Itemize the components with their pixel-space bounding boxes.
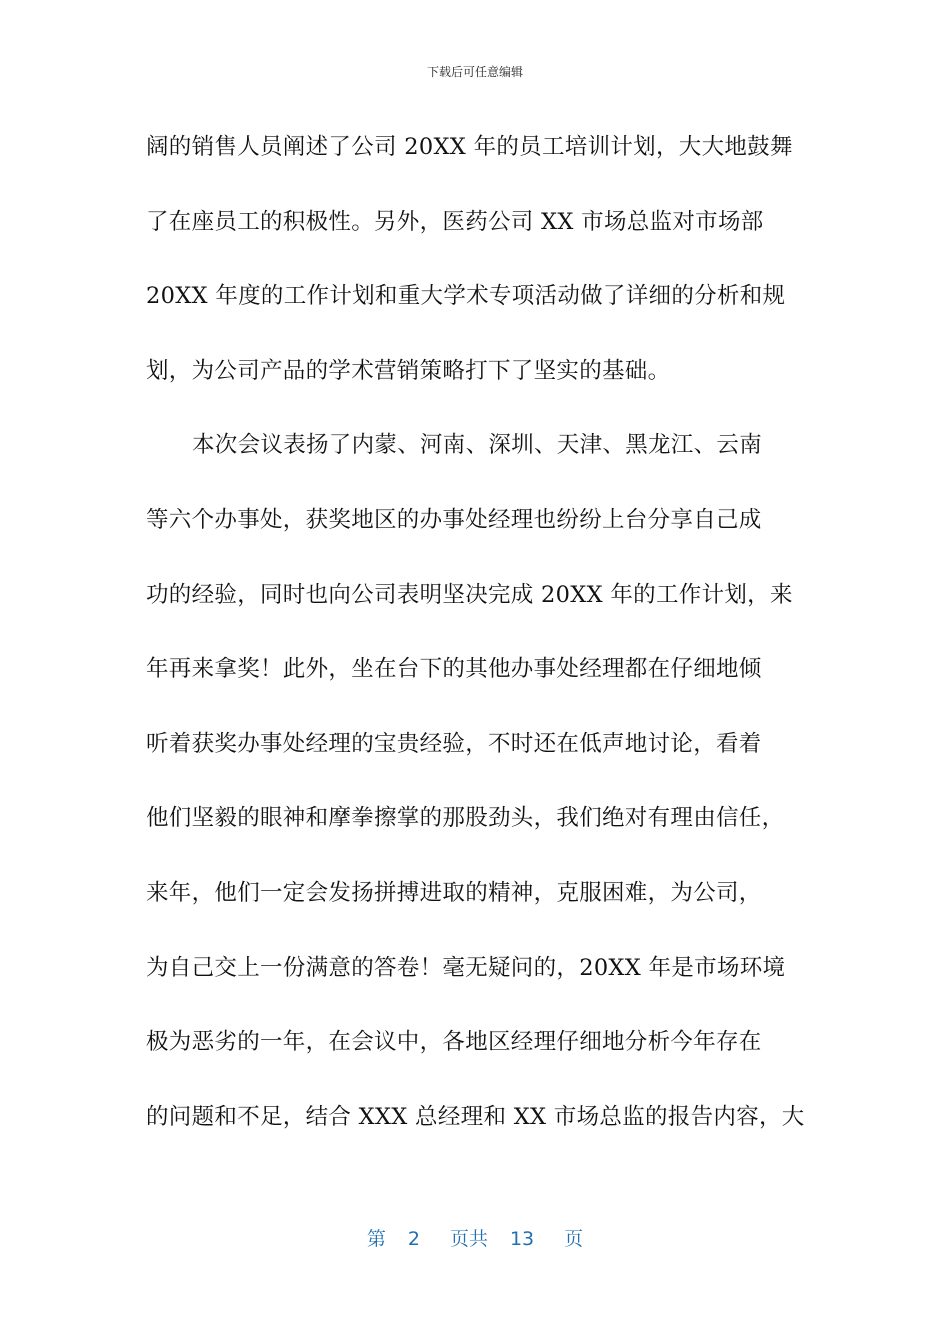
text-line: 极为恶劣的一年，在会议中，各地区经理仔细地分析今年存在 <box>146 1029 762 1056</box>
page-header-note: 下载后可任意编辑 <box>426 65 523 79</box>
document-body <box>146 110 806 1154</box>
footer-middle: 页共 <box>449 1228 488 1250</box>
text-line: 的问题和不足，结合 XXX 总经理和 XX 市场总监的报告内容，大 <box>146 1103 805 1130</box>
footer-current-page: 2 <box>407 1228 420 1250</box>
text-line: 本次会议表扬了内蒙、河南、深圳、天津、黑龙江、云南 <box>192 432 763 459</box>
text-line: 听着获奖办事处经理的宝贵经验，不时还在低声地讨论，看着 <box>146 730 762 757</box>
paragraph-2 <box>146 408 806 1154</box>
paragraph-1 <box>146 110 806 408</box>
text-line: 了在座员工的积极性。另外，医药公司 XX 市场总监对市场部 <box>146 208 764 235</box>
footer-suffix: 页 <box>564 1228 584 1250</box>
footer-prefix: 第 <box>366 1228 386 1250</box>
text-line: 年再来拿奖！此外，坐在台下的其他办事处经理都在仔细地倾 <box>146 656 762 683</box>
text-line: 为自己交上一份满意的答卷！毫无疑问的，20XX 年是市场环境 <box>146 954 786 981</box>
text-line: 阔的销售人员阐述了公司 20XX 年的员工培训计划，大大地鼓舞 <box>146 134 793 160</box>
text-line: 划，为公司产品的学术营销策略打下了坚实的基础。 <box>146 357 671 384</box>
footer-total-pages: 13 <box>509 1228 535 1250</box>
text-line: 20XX 年度的工作计划和重大学术专项活动做了详细的分析和规 <box>146 283 786 310</box>
text-line: 等六个办事处，获奖地区的办事处经理也纷纷上台分享自己成 <box>146 506 762 533</box>
text-line: 他们坚毅的眼神和摩拳擦掌的那股劲头，我们绝对有理由信任， <box>146 805 785 832</box>
text-line: 来年，他们一定会发扬拼搏进取的精神，克服困难，为公司， <box>146 879 762 906</box>
text-line: 功的经验，同时也向公司表明坚决完成 20XX 年的工作计划，来 <box>146 581 793 608</box>
page-footer <box>0 1226 950 1252</box>
